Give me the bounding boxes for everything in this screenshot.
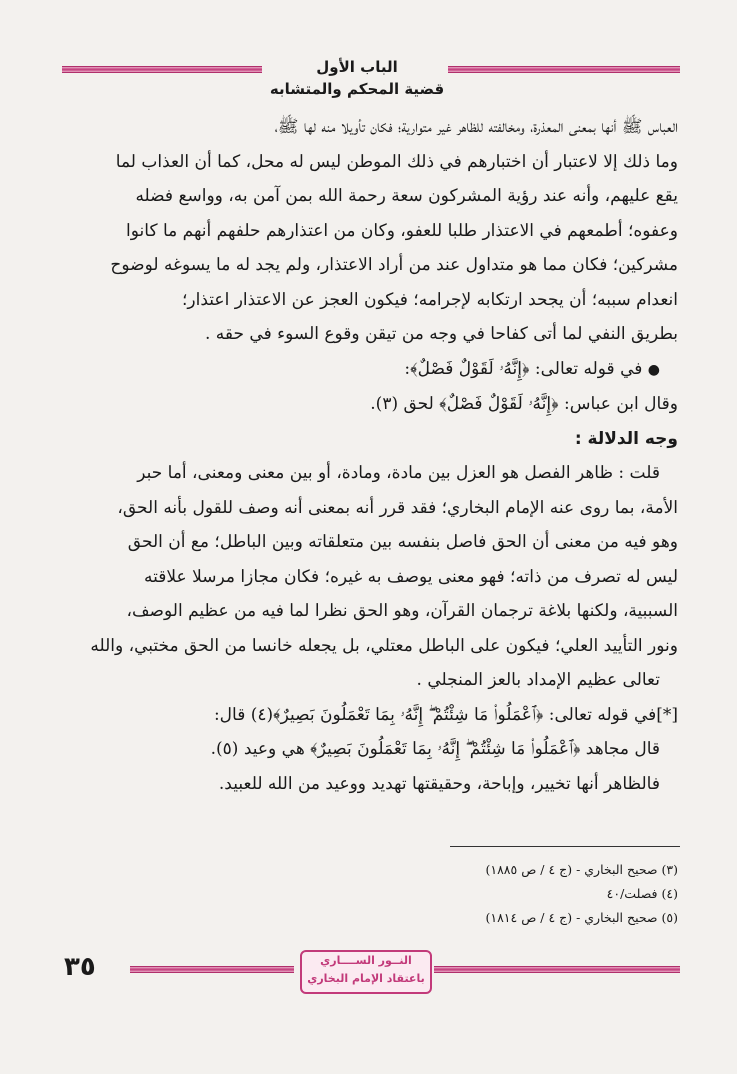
text-line: قلت : ظاهر الفصل هو العزل بين مادة، ومادة، أو بين معنى ومعنى، أما حبر bbox=[137, 463, 660, 483]
header-rule-left bbox=[62, 66, 262, 73]
text-line: الأمة، بما روى عنه الإمام البخاري؛ فقد قرر أنه بمعنى أنه وصف للقول بأنه الحق، bbox=[117, 497, 678, 518]
text-line: وما ذلك إلا لاعتبار أن اختبارهم في ذلك الموطن ليس له محل، كما أن العذاب لما bbox=[115, 151, 678, 172]
text-line: بطريق النفي لما أتى كفاحا في وجه من تيقن وقوع السوء في حقه . bbox=[205, 324, 678, 344]
text-line: السببية، ولكنها بلاغة ترجمان القرآن، وهو الحق نظرا لما فيه من عظيم الوصف، bbox=[126, 601, 678, 621]
chapter-title: الباب الأول bbox=[316, 58, 398, 76]
text-line: العباس ﷺ أنها بمعنى المعذرة، ومخالفته للظاهر غير متوارية؛ فكان تأويلا منه لها ﷺ، bbox=[274, 117, 678, 137]
footnote-4: (٤) فصلت/٤٠ bbox=[606, 886, 678, 901]
footer-rule-left bbox=[130, 966, 294, 973]
footnote-separator bbox=[450, 846, 680, 847]
text-line: انعدام سببه؛ أن يجحد ارتكابه لإجرامه؛ فيكون العجز عن الاعتذار اعتذار؛ bbox=[182, 289, 678, 310]
header-rule-right bbox=[448, 66, 680, 73]
book-title-line-1: النــور الســــاري bbox=[320, 954, 412, 967]
mujahid-line: قال مجاهد ﴿ٱعْمَلُوا۟ مَا شِئْتُمْ ۖ إِنَّهُۥ بِمَا تَعْمَلُونَ بَصِيرٌ﴾ هي وعيد (٥). bbox=[210, 739, 660, 759]
text-line: تعالى عظيم الإمداد بالعز المنجلي . bbox=[416, 670, 660, 690]
bullet-text: في قوله تعالى: ﴿إِنَّهُۥ لَقَوْلٌ فَصْلٌ﴾: bbox=[404, 358, 643, 379]
section-title: قضية المحكم والمتشابه bbox=[269, 80, 445, 98]
conclusion-line: فالظاهر أنها تخيير، وإباحة، وحقيقتها تهديد ووعيد من الله للعبيد. bbox=[218, 773, 660, 794]
verse-line: [*]في قوله تعالى: ﴿ٱعْمَلُوا۟ مَا شِئْتُمْ ۖ إِنَّهُۥ بِمَا تَعْمَلُونَ بَصِيرٌ﴾(٤) قال: bbox=[213, 704, 678, 725]
text-line: ونور التأييد العلي؛ فيكون على الباطل معتلي، بل يجعله خانسا من الحق مختبي، والله bbox=[90, 635, 678, 656]
text-line: ليس له تصرف من ذاته؛ فهو معنى يوصف به غيره؛ فكان مجازا مرسلا علاقته bbox=[144, 566, 678, 587]
bullet-item bbox=[62, 352, 678, 388]
text-line: وهو فيه من معنى أن الحق فاصل بنفسه بين متعلقاته وبين الباطل؛ مع أن الحق bbox=[127, 532, 678, 552]
text-line: يقع عليهم، وأنه عند رؤية المشركون سعة رحمة الله بمن آمن به، وواسع فضله bbox=[135, 186, 678, 206]
bullet-dot-icon: ● bbox=[647, 361, 660, 378]
footnotes bbox=[62, 858, 678, 930]
footer-rule-right bbox=[434, 966, 680, 973]
main-text bbox=[62, 110, 678, 801]
wajh-heading: وجه الدلالة : bbox=[574, 428, 678, 449]
book-title-box bbox=[300, 950, 432, 994]
text-line: مشركين؛ فكان مما هو متداول عند من أراد الاعتذار، ولم يجد له ما يسوغه لوضوح bbox=[110, 255, 678, 275]
running-header bbox=[262, 56, 452, 100]
footnote-3: (٣) صحيح البخاري - (ج ٤ / ص ١٨٨٥) bbox=[485, 862, 678, 877]
footnote-5: (٥) صحيح البخاري - (ج ٤ / ص ١٨١٤) bbox=[485, 910, 678, 925]
text-line: وعفوه؛ أطمعهم في الاعتذار طلبا للعفو، وكان من اعتذارهم حلفهم أنهم ما كانوا bbox=[126, 220, 678, 241]
ibn-abbas-line: وقال ابن عباس: ﴿إِنَّهُۥ لَقَوْلٌ فَصْلٌ﴾ لحق (٣). bbox=[370, 394, 678, 414]
book-title-line-2: باعتقاد الإمام البخاري bbox=[307, 972, 425, 985]
page-number: ٣٥ bbox=[64, 952, 96, 982]
